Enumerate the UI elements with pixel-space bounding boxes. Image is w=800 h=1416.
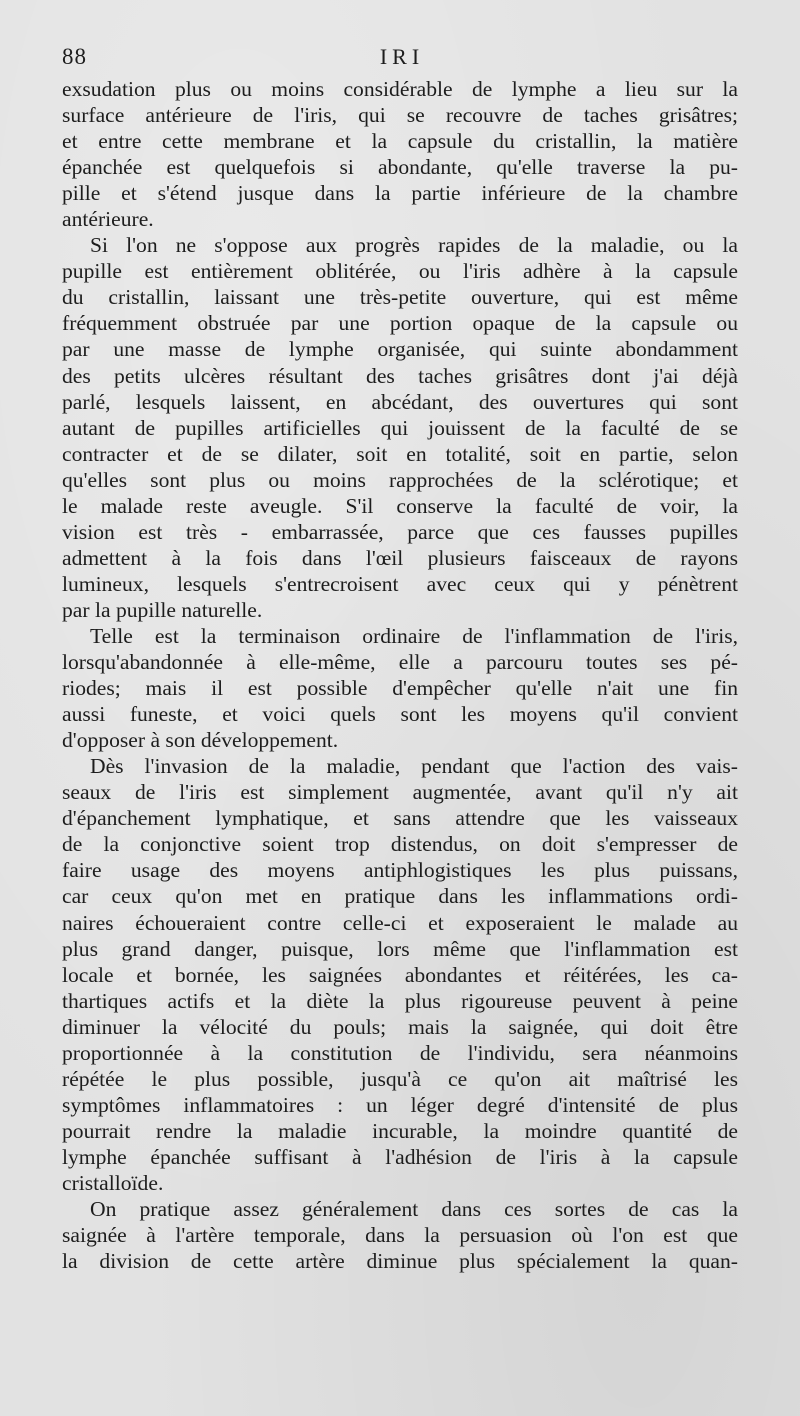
text-line: contracter et de se dilater, soit en totalité, soit en partie, selon [62, 441, 738, 466]
text-line: pourrait rendre la maladie incurable, la moindre quantité de [62, 1118, 738, 1143]
text-line: exsudation plus ou moins considérable de lymphe a lieu sur la [62, 77, 738, 101]
text-line: surface antérieure de l'iris, qui se recouvre de taches grisâtres; [62, 103, 738, 128]
text-line: proportionnée à la constitution de l'individu, sera néanmoins [62, 1040, 738, 1065]
text-line: pille et s'étend jusque dans la partie inférieure de la chambre [62, 181, 738, 206]
text-line: cristalloïde. [62, 1170, 164, 1195]
text-line: symptômes inflammatoires : un léger degré d'intensité de plus [62, 1092, 738, 1117]
text-line: lumineux, lesquels s'entrecroisent avec ceux qui y pénètrent [62, 571, 738, 596]
text-line: plus grand danger, puisque, lors même que l'inflammation est [62, 936, 738, 961]
paragraph [62, 753, 738, 1196]
text-line: d'épanchement lymphatique, et sans attendre que les vaisseaux [62, 806, 738, 831]
text-line: antérieure. [62, 207, 154, 232]
page-header [62, 44, 742, 74]
paragraph [62, 1196, 738, 1274]
text-line: Telle est la terminaison ordinaire de l'inflammation de l'iris, [90, 623, 738, 648]
text-line: autant de pupilles artificielles qui jouissent de la faculté de se [62, 415, 738, 440]
running-head: IRI [379, 44, 425, 69]
text-line: lorsqu'abandonnée à elle-même, elle a parcouru toutes ses pé- [62, 650, 738, 675]
text-line: seaux de l'iris est simplement augmentée, avant qu'il n'y ait [62, 780, 738, 805]
text-line: locale et bornée, les saignées abondantes et réitérées, les ca- [62, 962, 738, 987]
text-line: On pratique assez généralement dans ces sortes de cas la [90, 1197, 738, 1222]
text-line: car ceux qu'on met en pratique dans les inflammations ordi- [62, 884, 738, 909]
text-line: la division de cette artère diminue plus spécialement la quan- [62, 1249, 738, 1274]
text-line: par la pupille naturelle. [62, 597, 263, 622]
text-line: du cristallin, laissant une très-petite ouverture, qui est même [62, 285, 738, 310]
body-text [62, 76, 738, 1274]
text-line: vision est très - embarrassée, parce que ces fausses pupilles [62, 519, 738, 544]
text-line: aussi funeste, et voici quels sont les moyens qu'il convient [62, 702, 738, 727]
page-number: 88 [62, 44, 87, 69]
text-line: fréquemment obstruée par une portion opaque de la capsule ou [62, 311, 738, 336]
text-line: par une masse de lymphe organisée, qui suinte abondamment [62, 337, 738, 362]
text-line: répétée le plus possible, jusqu'à ce qu'on ait maîtrisé les [62, 1066, 738, 1091]
text-line: parlé, lesquels laissent, en abcédant, des ouvertures qui sont [62, 389, 738, 414]
paragraph [62, 232, 738, 623]
text-line: des petits ulcères résultant des taches grisâtres dont j'ai déjà [62, 363, 738, 388]
text-line: Si l'on ne s'oppose aux progrès rapides de la maladie, ou la [90, 233, 738, 258]
text-line: pupille est entièrement oblitérée, ou l'iris adhère à la capsule [62, 259, 738, 284]
paragraph [62, 623, 738, 753]
paragraph [62, 76, 738, 232]
text-line: Dès l'invasion de la maladie, pendant que l'action des vais- [90, 754, 738, 779]
text-line: qu'elles sont plus ou moins rapprochées de la sclérotique; et [62, 467, 738, 492]
text-line: diminuer la vélocité du pouls; mais la saignée, qui doit être [62, 1014, 738, 1039]
text-line: riodes; mais il est possible d'empêcher qu'elle n'ait une fin [62, 676, 738, 701]
text-line: d'opposer à son développement. [62, 728, 339, 753]
text-line: admettent à la fois dans l'œil plusieurs faisceaux de rayons [62, 545, 738, 570]
text-line: et entre cette membrane et la capsule du cristallin, la matière [62, 129, 738, 154]
text-line: naires échoueraient contre celle-ci et exposeraient le malade au [62, 910, 738, 935]
text-line: le malade reste aveugle. S'il conserve la faculté de voir, la [62, 493, 738, 518]
text-line: de la conjonctive soient trop distendus, on doit s'empresser de [62, 832, 738, 857]
text-line: faire usage des moyens antiphlogistiques les plus puissans, [62, 858, 738, 883]
text-line: thartiques actifs et la diète la plus rigoureuse peuvent à peine [62, 988, 738, 1013]
text-line: épanchée est quelquefois si abondante, qu'elle traverse la pu- [62, 155, 738, 180]
text-line: saignée à l'artère temporale, dans la persuasion où l'on est que [62, 1223, 738, 1248]
text-line: lymphe épanchée suffisant à l'adhésion de l'iris à la capsule [62, 1144, 738, 1169]
